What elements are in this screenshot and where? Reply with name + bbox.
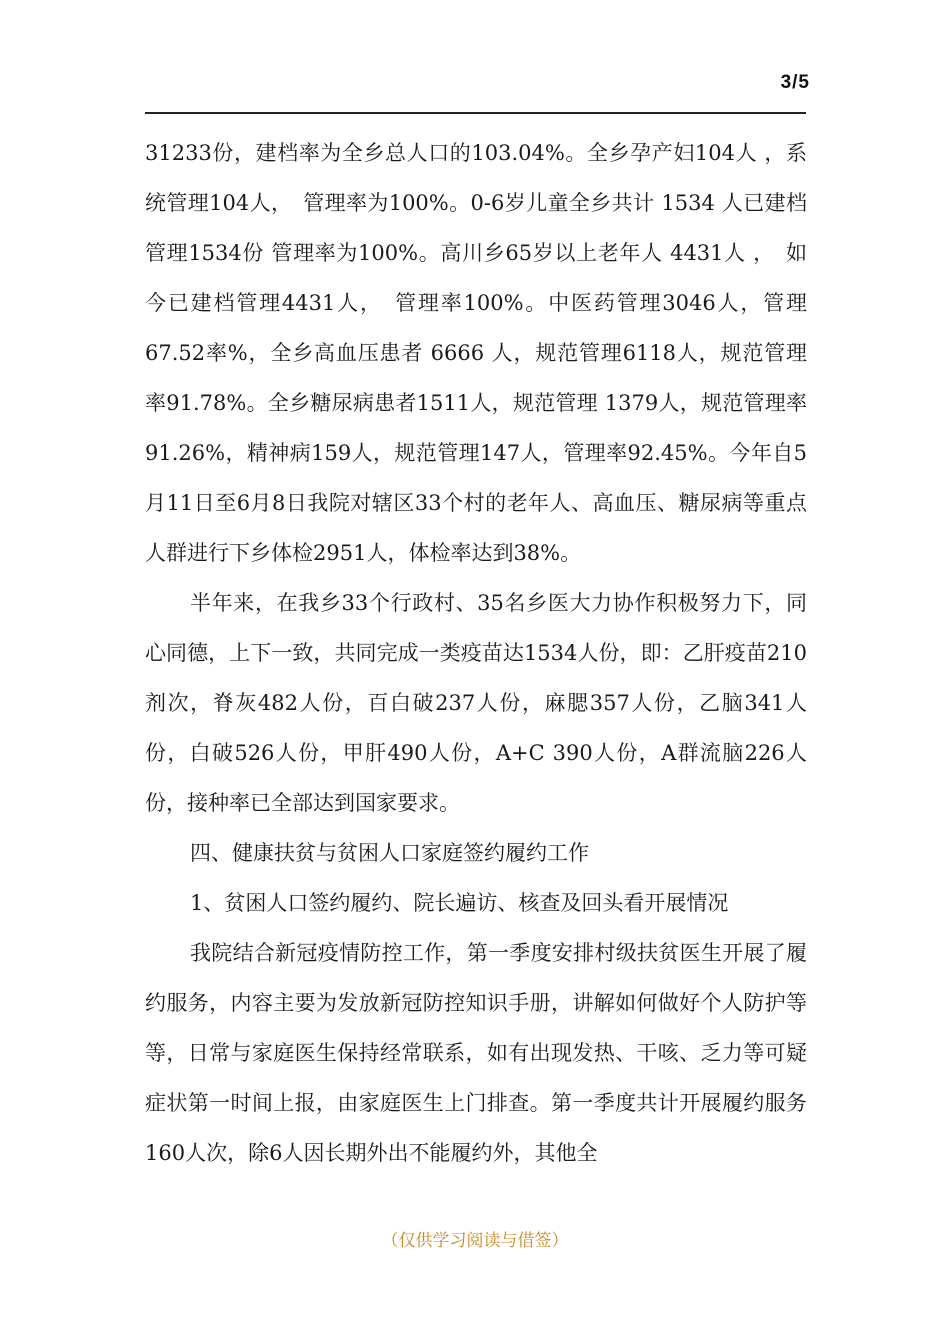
header-divider <box>145 112 806 114</box>
paragraph-health-records: 31233份，建档率为全乡总人口的103.04%。全乡孕产妇104人 ，系统管理104人， 管理率为100%。0-6岁儿童全乡共计 1534 人已建档管理1534份 管理率为100%。高川乡65岁以上老年人 4431人 ， 如今已建档管理4431人， 管理率100%。中医药管理3046人，管理67.52率%，全乡高血压患者 6666 人，规范管理6118人，规范管理率91.78%。全乡糖尿病患者1511人，规范管理 1379人，规范管理率91.26%，精神病159人，规范管理147人，管理率92.45%。今年自5月11日至6月8日我院对辖区33个村的老年人、高血压、糖尿病等重点人群进行下乡体检2951人，体检率达到38%。 <box>145 141 807 565</box>
paragraph-contract-service: 我院结合新冠疫情防控工作，第一季度安排村级扶贫医生开展了履约服务，内容主要为发放新冠防控知识手册，讲解如何做好个人防护等等，日常与家庭医生保持经常联系，如有出现发热、干咳、乏力等可疑症状第一时间上报，由家庭医生上门排查。第一季度共计开展履约服务160人次，除6人因长期外出不能履约外，其他全 <box>145 941 807 1165</box>
section-heading: 四、健康扶贫与贫困人口家庭签约履约工作 <box>190 841 589 865</box>
paragraph-vaccination: 半年来，在我乡33个行政村、35名乡医大力协作积极努力下，同心同德，上下一致，共同完成一类疫苗达1534人份，即：乙肝疫苗210剂次，脊灰482人份，百白破237人份，麻腮357人份，乙脑341人份，白破526人份，甲肝490人份，A+C 390人份，A群流脑226人份，接种率已全部达到国家要求。 <box>145 591 807 815</box>
subsection-heading: 1、贫困人口签约履约、院长遍访、核查及回头看开展情况 <box>190 891 729 915</box>
page-number: 3/5 <box>780 72 810 93</box>
footer-note: （仅供学习阅读与借签） <box>381 1231 569 1251</box>
document-body <box>145 128 807 1178</box>
